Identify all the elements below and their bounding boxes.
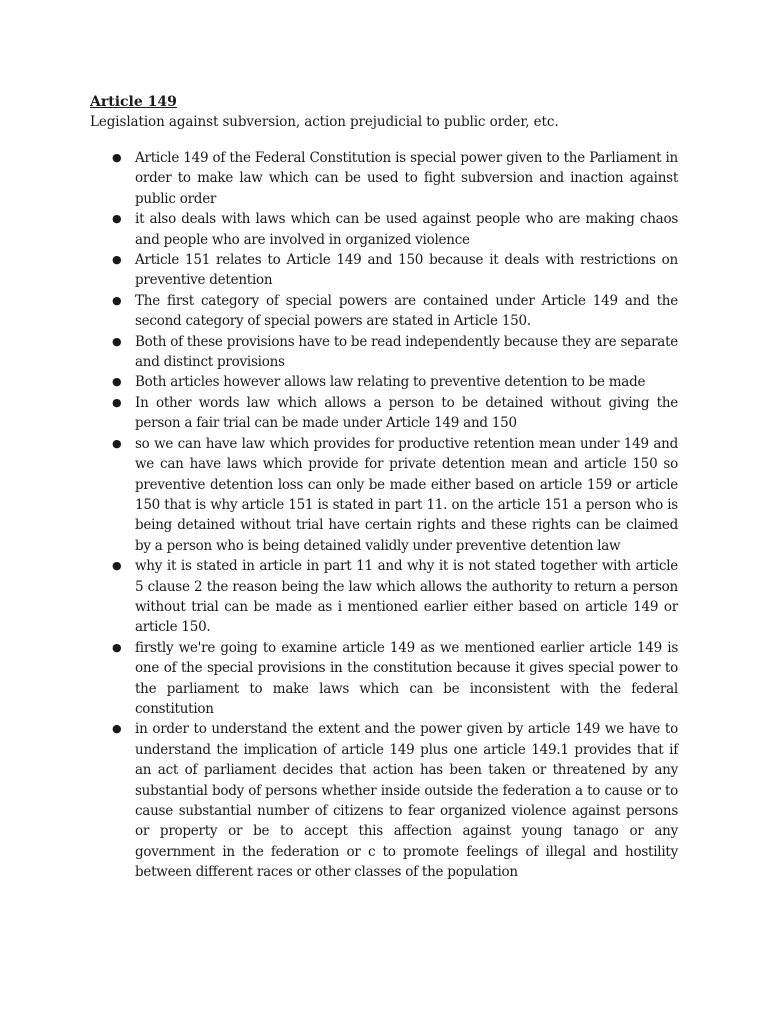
list-item-text: In other words law which allows a person to be detained without giving the person a fair trial can be made under Article 149 and 150	[135, 394, 678, 432]
list-item-text: in order to understand the extent and the power given by article 149 we have to understand the implication of article 149 plus one article 149.1 provides that if an act of parliament decides that action has been taken or threatened by any substantial body of persons whether inside outside the federation a to cause or to cause substantial number of citizens to fear organized violence against persons or property or be to accept this affection against young tanago or any government in the federation or c to promote feelings of illegal and hostility between different races or other classes of the population	[135, 721, 678, 881]
bullet-icon: ●	[112, 212, 122, 226]
list-item	[90, 148, 678, 209]
list-item	[90, 393, 678, 434]
bullet-icon: ●	[112, 436, 122, 450]
bullet-icon: ●	[112, 151, 122, 164]
list-item	[90, 372, 678, 392]
page-title: Article 149	[90, 94, 177, 110]
bullet-icon: ●	[112, 375, 122, 389]
list-item	[90, 719, 678, 882]
list-item-text: Article 149 of the Federal Constitution is special power given to the Parliament in order to make law which can be used to fight subversion and inaction against public order	[135, 150, 678, 207]
bullet-icon: ●	[112, 293, 122, 307]
list-item-text: firstly we're going to examine article 149 as we mentioned earlier article 149 is one of the special provisions in the constitution because it gives special power to the parliament to make laws which can be inconsistent with the federal constitution	[135, 639, 678, 717]
list-item	[90, 250, 678, 291]
list-item	[90, 332, 678, 373]
bullet-icon: ●	[112, 334, 122, 348]
list-item-text: Article 151 relates to Article 149 and 150 because it deals with restrictions on preventive detention	[135, 252, 678, 289]
document-page	[90, 93, 678, 883]
bullet-icon: ●	[112, 395, 122, 409]
list-item	[90, 638, 678, 720]
list-item-text: so we can have law which provides for productive retention mean under 149 and we can have laws which provide for private detention mean and article 150 so preventive detention loss can only be made either based on article 159 or article 150 that is why article 151 is stated in part 11. on the article 151 a person who is being detained without trial have certain rights and these rights can be claimed by a person who is being detained validly under preventive detention law	[135, 435, 678, 554]
list-item-text: Both of these provisions have to be read independently because they are separate and distinct provisions	[135, 333, 678, 371]
page-subtitle: Legislation against subversion, action prejudicial to public order, etc.	[90, 114, 559, 130]
list-item-text: Both articles however allows law relating to preventive detention to be made	[135, 374, 646, 391]
bullet-icon: ●	[112, 253, 122, 267]
bullet-icon: ●	[112, 559, 122, 573]
list-item	[90, 556, 678, 638]
list-item-text: The first category of special powers are contained under Article 149 and the second category of special powers are stated in Article 150.	[135, 292, 678, 330]
list-item	[90, 291, 678, 332]
list-item-text: why it is stated in article in part 11 and why it is not stated together with article 5 clause 2 the reason being the law which allows the authority to return a person without trial can be made as i mentioned earlier either based on article 149 or article 150.	[135, 558, 678, 636]
list-item-text: it also deals with laws which can be used against people who are making chaos and people who are involved in organized violence	[135, 211, 678, 248]
list-item	[90, 209, 678, 250]
bullet-list	[90, 148, 678, 883]
bullet-icon: ●	[112, 722, 122, 736]
list-item	[90, 434, 678, 556]
bullet-icon: ●	[112, 640, 122, 654]
